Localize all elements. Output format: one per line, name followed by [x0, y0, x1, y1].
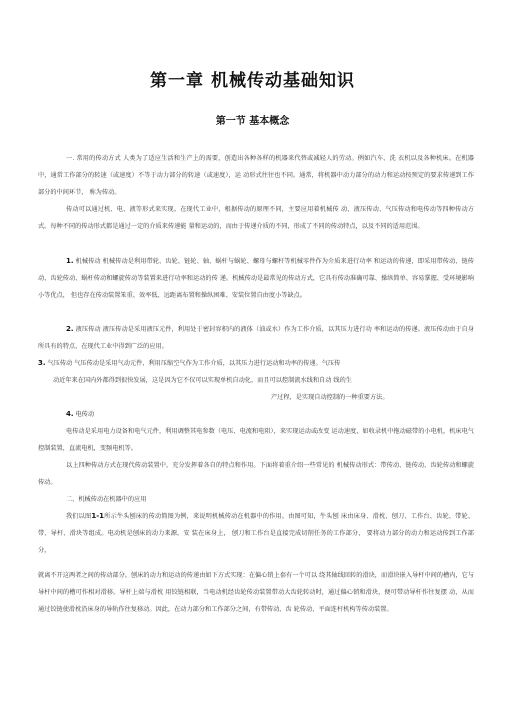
text-run: 所示牛头刨床的传动简图为例，来说明机械传动在机器中的作用。由图可知，牛头刨 床由床身、滑枕、刨刀、工作台、齿轮、带轮、带、导杆、滑块等组成。电动机是刨床的动力来源，安 装在床身上， 刨刀和工作台是直接完成切削任务的工作部分， 要将动力部分的动力和运动传到工作部分，	[38, 513, 474, 554]
chapter-title: 第一章 机械传动基础知识	[150, 71, 355, 91]
item-hydraulic-transmission	[38, 321, 474, 355]
item-pneumatic-transmission	[38, 355, 340, 372]
item-pneumatic-line-3: 产过程，是实现自动控制的一种重要方法。	[271, 394, 389, 401]
item-pneumatic-line-2: 动近年来在国内外都得到很快发展，这是因为它不仅可以实现单机自动化，而且可以控制流水线和自动 线的生	[53, 377, 352, 384]
paragraph-electric-transmission: 电传动是采用电力设备和电气元件，利用调整其电参数（电压、电流和电阻），来实现运动或改变 运动速度，如收录机中拖动磁带的小电机，机床电气控制装置，直流电机，变频电机等。	[38, 428, 474, 452]
item-number: 3.	[38, 359, 46, 367]
figure-reference: 1-1	[91, 512, 105, 520]
item-number: 2.	[66, 325, 74, 333]
item-number: 4.	[66, 410, 74, 418]
paragraph-planer-example	[38, 508, 474, 559]
item-electric-heading	[66, 406, 94, 423]
item-text: 气压传动 气压传动是采用气动元件，利用压缩空气作为工作介质，以其压力进行运动和功率的传递。气压传	[47, 360, 341, 367]
paragraph-transmission-types: 传动可以通过机、电、液等形式来实现。在现代工业中，根据传动的原理不同，主要应用着机械传 动、液压传动、气压传动和电传动等四种传动方式。每种不同的传动形式都是通过一定的介质来传递能 量和运动的，而由于传递介质的不同，形成了不同的传动特点，以及不同的适用范围。	[38, 206, 474, 230]
text-run: 我们以图	[66, 513, 92, 520]
item-text: 液压传动 液压传动是采用液压元件，利用处于密封容积内的液体（油或水）作为工作介质，以其压力进行功 率和运动的传递。液压传动由于自身所具有的特点，在现代工业中得到广泛的应用。	[38, 326, 474, 350]
paragraph-summary: 以上四种传动方式在现代传动装置中，充分发挥着各自的特点和作用。下面将着重介绍一些常见的 机械传动形式：带传动、链传动、齿轮传动和螺旋传动。	[38, 462, 474, 486]
paragraph-transmission-intro: 一. 常用的传动方式 人类为了适应生活和生产上的需要，创造出各种各样的机器来代替或减轻人的劳动。例如汽车、洗 衣机以及各种机床。在机器中，通常工作部分的转速（或速度）不等于动力部分的转速（或速度），运 动形式往往也不同。通常，将机器中动力部分的动力和运动按预定的要求传递到工作部分的中间环节， 称为传动。	[38, 155, 474, 196]
item-mechanical-transmission	[38, 253, 474, 321]
section-title: 第一节 基本概念	[215, 116, 290, 127]
item-text: 机械传动 机械传动是利用带轮、齿轮、链轮、轴、蜗杆与蜗轮、螺母与螺杆等机械零件作为介质来进行功率 和运动的传递，即采用带传动、链传动、齿轮传动、蜗杆传动和螺旋传动等装置来进行功率和运动的传 递。机械传动是最常见的传动方式，它具有传动准确可靠、操纵简单、容易掌握、受环境影响小等优点， 但也存在传动装置笨重、效率低、远距离布置和操纵困难、安装位置自由度小等缺点。	[38, 258, 474, 299]
item-number: 1.	[66, 257, 74, 265]
subsection-title: 二、机械传动在机器中的应用	[66, 496, 147, 503]
item-label: 电传动	[75, 411, 95, 418]
paragraph-planer-mechanism: 就离不开这两者之间的传动部分。刨床的动力和运动的传递由如下方式实现：在偏心销上套有一个可以 绕其轴线回转的滑块，而滑块嵌入导杆中间的槽内，它与导杆中间的槽可作相对滑移。导杆上端与滑枕 用铰链相联，当电动机经齿轮传动装置带动大齿轮转动时，通过偏心销和滑块，便可带动导杆作往复摆 动，从而通过铰链使滑枕沿床身的导轨作往复移动。因此，在动力部分和工作部分之间，有带传动、齿 轮传动、平面连杆机构等传动装置。	[38, 572, 474, 613]
